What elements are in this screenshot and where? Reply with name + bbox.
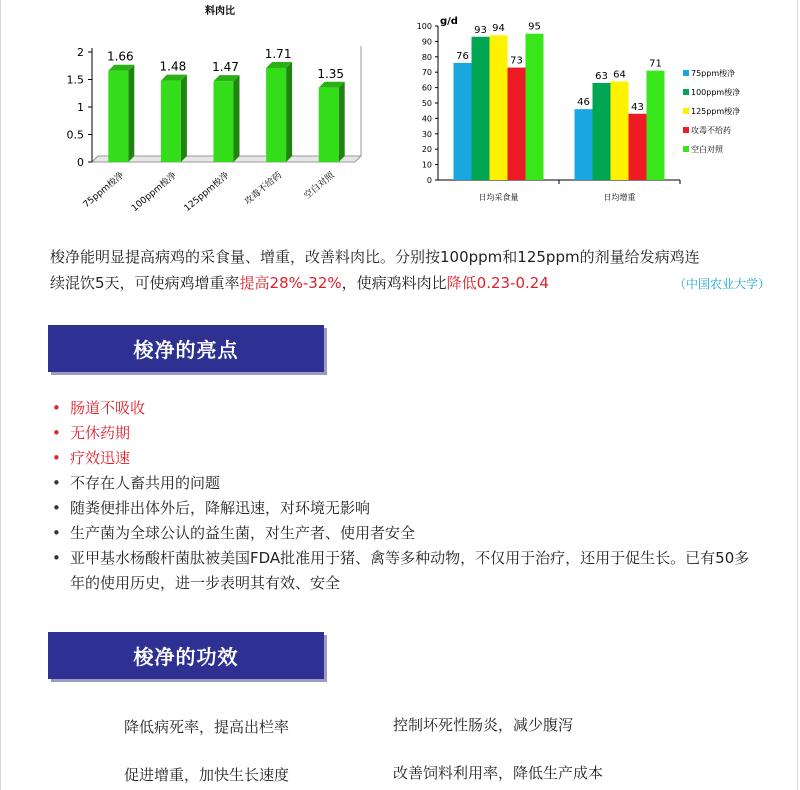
data-label: 43: [631, 101, 644, 113]
data-label: 1.47: [212, 60, 239, 75]
section-header-efficacy: 梭净的功效: [48, 632, 324, 679]
intro-paragraph: [50, 244, 770, 297]
y-tick-label: 100: [416, 22, 432, 31]
bar: [575, 109, 593, 180]
category-label: 空白对照: [302, 170, 337, 202]
category-label: 攻毒不给药: [243, 170, 285, 208]
y-tick-label: 80: [421, 52, 432, 62]
data-label: 63: [595, 70, 608, 82]
y-tick-label: 90: [421, 37, 432, 47]
y-tick-label: 0.5: [66, 128, 84, 142]
list-item: • 随粪便排出体外后，降解迅速，对环境无影响: [50, 496, 750, 521]
bar-side: [339, 82, 345, 162]
data-label: 1.48: [159, 59, 187, 74]
bar: [108, 71, 128, 162]
bar-side: [181, 75, 187, 162]
highlights-list: [50, 396, 750, 596]
bar: [490, 35, 508, 180]
data-label: 1.66: [106, 49, 134, 64]
intro-line-2: [50, 270, 770, 296]
legend-swatch: [683, 146, 689, 152]
data-label: 94: [492, 23, 505, 35]
bar: [508, 68, 526, 180]
y-tick-label: 60: [421, 83, 432, 93]
y-tick-label: 1: [77, 101, 84, 114]
intro-text-a: 续混饮5天，可使病鸡增重率: [50, 274, 240, 292]
y-tick-label: 0: [77, 156, 84, 169]
daily-intake-gain-chart: [400, 12, 790, 212]
data-label: 93: [474, 24, 487, 36]
bar: [472, 37, 490, 180]
effect-item: 促进增重，加快生长速度: [124, 766, 290, 784]
data-label: 95: [528, 21, 541, 33]
bar: [611, 81, 629, 180]
bar: [593, 83, 611, 180]
data-label: 76: [456, 50, 469, 62]
bar: [214, 81, 234, 162]
fcr-decrease-highlight: 降低0.23-0.24: [446, 274, 549, 292]
category-label: 125ppm梭净: [182, 170, 232, 214]
list-item: • 亚甲基水杨酸杆菌肽被美国FDA批准用于猪、禽等多种动物，不仅用于治疗，还用于促生长。已有50多年的使用历史，进一步表明其有效、安全: [50, 546, 750, 596]
legend-swatch: [683, 70, 689, 76]
list-item: • 不存在人畜共用的问题: [50, 471, 750, 496]
legend-swatch: [683, 108, 689, 114]
effect-item: 降低病死率，提高出栏率: [124, 718, 290, 736]
bar: [319, 88, 339, 162]
category-label: 日均采食量: [478, 193, 519, 202]
y-tick-label: 50: [421, 99, 432, 108]
y-tick-label: 40: [421, 114, 432, 124]
bar: [454, 63, 472, 180]
intro-text-b: ，使病鸡料肉比: [341, 274, 447, 292]
intro-line-1: 梭净能明显提高病鸡的采食量、增重，改善料肉比。分别按100ppm和125ppm的剂量给发病鸡连: [50, 248, 700, 266]
category-label: 75ppm梭净: [81, 170, 127, 211]
bar: [266, 68, 286, 162]
data-label: 73: [510, 55, 523, 67]
y-tick-label: 30: [421, 129, 432, 139]
bar: [526, 34, 544, 180]
data-label: 1.71: [264, 46, 292, 61]
legend-swatch: [683, 89, 689, 95]
legend-label: 100ppm梭净: [691, 88, 741, 97]
bar: [161, 81, 181, 162]
category-label: 日均增重: [603, 193, 636, 202]
legend-label: 125ppm梭净: [691, 107, 741, 116]
bar-side: [128, 65, 134, 162]
feed-conversion-chart: [40, 0, 390, 235]
y-tick-label: 1.5: [66, 73, 84, 87]
y-tick-label: 2: [77, 46, 84, 59]
bar: [629, 114, 647, 180]
y-axis-unit: g/d: [440, 16, 458, 27]
legend-swatch: [683, 127, 689, 133]
data-label: 71: [649, 58, 662, 70]
data-label: 64: [613, 69, 626, 81]
y-tick-label: 0: [426, 176, 432, 185]
bar: [647, 71, 665, 180]
legend-label: 攻毒不给药: [691, 126, 731, 135]
y-tick-label: 20: [421, 145, 432, 155]
source-citation: （中国农业大学）: [673, 277, 770, 291]
effect-item: 控制坏死性肠炎，减少腹泻: [393, 716, 574, 734]
list-item: • 肠道不吸收: [50, 396, 750, 421]
legend-label: 空白对照: [691, 145, 723, 154]
section-header-highlights: 梭净的亮点: [48, 325, 324, 372]
chart-title: 料肉比: [205, 6, 235, 17]
bar-side: [286, 62, 292, 162]
list-item: • 疗效迅速: [50, 446, 750, 471]
list-item: • 无休药期: [50, 421, 750, 446]
category-label: 100ppm梭净: [129, 170, 179, 214]
effect-item: 改善饲料利用率，降低生产成本: [393, 764, 604, 782]
y-tick-label: 10: [421, 160, 432, 170]
gain-increase-highlight: 提高28%-32%: [239, 274, 342, 292]
list-item: • 生产菌为全球公认的益生菌，对生产者、使用者安全: [50, 521, 750, 546]
y-tick-label: 70: [421, 68, 432, 78]
data-label: 46: [577, 97, 590, 109]
data-label: 1.35: [317, 66, 345, 81]
legend-label: 75ppm梭净: [691, 69, 736, 78]
bar-side: [234, 75, 240, 162]
